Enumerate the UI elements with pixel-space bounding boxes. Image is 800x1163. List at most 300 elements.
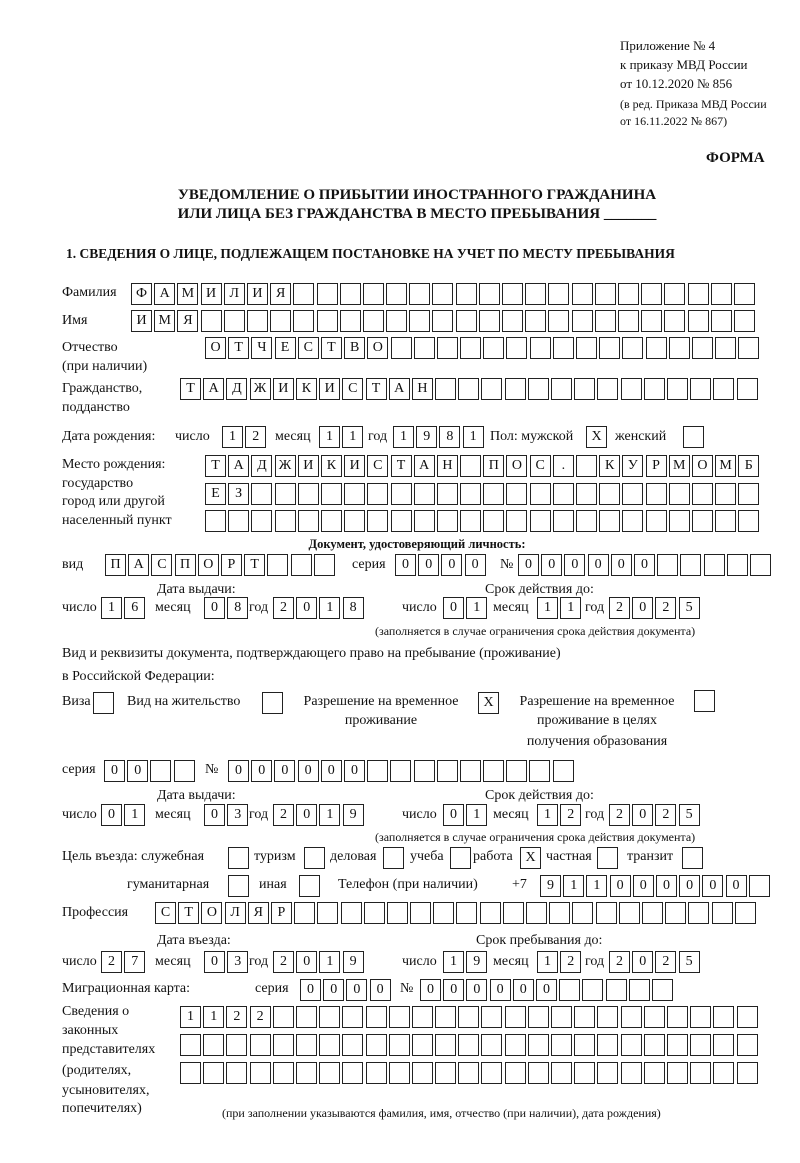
checkbox-cell[interactable] — [383, 847, 404, 869]
char-cell[interactable]: 0 — [443, 979, 464, 1001]
id-valid-day-field[interactable] — [443, 597, 489, 618]
char-cell[interactable]: И — [247, 283, 268, 305]
checkbox-cell[interactable]: X — [586, 426, 607, 448]
char-cell[interactable] — [667, 1034, 688, 1056]
char-cell[interactable] — [738, 337, 759, 359]
char-cell[interactable] — [460, 510, 481, 532]
char-cell[interactable]: 0 — [443, 597, 464, 619]
char-cell[interactable] — [574, 1006, 595, 1028]
surname-field[interactable] — [131, 283, 757, 304]
char-cell[interactable] — [203, 1034, 224, 1056]
representatives-line-3[interactable] — [180, 1062, 760, 1083]
char-cell[interactable] — [205, 510, 226, 532]
char-cell[interactable]: 0 — [443, 804, 464, 826]
char-cell[interactable]: И — [344, 455, 365, 477]
char-cell[interactable] — [321, 483, 342, 505]
char-cell[interactable]: О — [367, 337, 388, 359]
char-cell[interactable]: 9 — [416, 426, 437, 448]
char-cell[interactable] — [294, 902, 315, 924]
char-cell[interactable]: 9 — [466, 951, 487, 973]
id-valid-month-field[interactable] — [537, 597, 583, 618]
char-cell[interactable]: Я — [177, 310, 198, 332]
char-cell[interactable]: И — [131, 310, 152, 332]
id-doc-number-field[interactable] — [518, 554, 773, 575]
char-cell[interactable] — [270, 310, 291, 332]
char-cell[interactable]: 1 — [443, 951, 464, 973]
char-cell[interactable]: 8 — [439, 426, 460, 448]
purpose-private-checkbox[interactable] — [597, 847, 620, 868]
char-cell[interactable]: 1 — [537, 804, 558, 826]
birth-day-field[interactable] — [222, 426, 268, 447]
checkbox-cell[interactable] — [299, 875, 320, 897]
char-cell[interactable] — [412, 1062, 433, 1084]
char-cell[interactable] — [548, 283, 569, 305]
char-cell[interactable]: Т — [178, 902, 199, 924]
char-cell[interactable] — [391, 337, 412, 359]
char-cell[interactable] — [435, 1034, 456, 1056]
char-cell[interactable] — [412, 1006, 433, 1028]
char-cell[interactable]: 2 — [560, 804, 581, 826]
char-cell[interactable]: 0 — [344, 760, 365, 782]
char-cell[interactable]: А — [128, 554, 149, 576]
char-cell[interactable] — [367, 483, 388, 505]
char-cell[interactable] — [713, 1006, 734, 1028]
char-cell[interactable] — [737, 1034, 758, 1056]
char-cell[interactable] — [750, 554, 771, 576]
char-cell[interactable] — [711, 310, 732, 332]
char-cell[interactable] — [572, 310, 593, 332]
char-cell[interactable] — [317, 310, 338, 332]
birth-month-field[interactable] — [319, 426, 365, 447]
char-cell[interactable] — [366, 1034, 387, 1056]
char-cell[interactable]: 0 — [228, 760, 249, 782]
char-cell[interactable] — [528, 378, 549, 400]
char-cell[interactable] — [296, 1062, 317, 1084]
char-cell[interactable] — [597, 378, 618, 400]
char-cell[interactable]: Р — [646, 455, 667, 477]
char-cell[interactable] — [621, 378, 642, 400]
char-cell[interactable] — [267, 554, 288, 576]
char-cell[interactable] — [458, 378, 479, 400]
char-cell[interactable] — [314, 554, 335, 576]
char-cell[interactable] — [226, 1034, 247, 1056]
char-cell[interactable]: Я — [248, 902, 269, 924]
char-cell[interactable]: 1 — [466, 804, 487, 826]
char-cell[interactable] — [595, 310, 616, 332]
char-cell[interactable] — [713, 378, 734, 400]
char-cell[interactable]: 0 — [323, 979, 344, 1001]
char-cell[interactable] — [389, 1034, 410, 1056]
char-cell[interactable] — [576, 483, 597, 505]
char-cell[interactable] — [342, 1034, 363, 1056]
char-cell[interactable]: О — [205, 337, 226, 359]
char-cell[interactable] — [251, 483, 272, 505]
char-cell[interactable] — [548, 310, 569, 332]
char-cell[interactable] — [713, 1034, 734, 1056]
char-cell[interactable] — [317, 283, 338, 305]
char-cell[interactable]: 1 — [537, 951, 558, 973]
char-cell[interactable] — [528, 1062, 549, 1084]
char-cell[interactable] — [502, 283, 523, 305]
char-cell[interactable] — [574, 1034, 595, 1056]
char-cell[interactable] — [690, 378, 711, 400]
char-cell[interactable] — [275, 510, 296, 532]
char-cell[interactable]: О — [506, 455, 527, 477]
char-cell[interactable]: А — [154, 283, 175, 305]
char-cell[interactable] — [366, 1006, 387, 1028]
char-cell[interactable] — [180, 1034, 201, 1056]
char-cell[interactable]: 1 — [180, 1006, 201, 1028]
char-cell[interactable]: 0 — [300, 979, 321, 1001]
char-cell[interactable] — [680, 554, 701, 576]
representatives-line-2[interactable] — [180, 1034, 760, 1055]
char-cell[interactable] — [298, 483, 319, 505]
char-cell[interactable] — [582, 979, 603, 1001]
char-cell[interactable] — [665, 902, 686, 924]
char-cell[interactable]: 0 — [274, 760, 295, 782]
char-cell[interactable] — [174, 760, 195, 782]
char-cell[interactable] — [456, 283, 477, 305]
purpose-official-checkbox[interactable] — [228, 847, 251, 868]
char-cell[interactable]: Ж — [250, 378, 271, 400]
char-cell[interactable]: 0 — [418, 554, 439, 576]
char-cell[interactable]: 0 — [541, 554, 562, 576]
char-cell[interactable] — [437, 483, 458, 505]
char-cell[interactable] — [528, 1034, 549, 1056]
char-cell[interactable]: 0 — [251, 760, 272, 782]
char-cell[interactable] — [456, 310, 477, 332]
char-cell[interactable]: Д — [251, 455, 272, 477]
stay-series-field[interactable] — [104, 760, 197, 781]
stay-valid-day-field[interactable] — [443, 804, 489, 825]
char-cell[interactable]: 0 — [634, 554, 655, 576]
char-cell[interactable]: 5 — [679, 951, 700, 973]
char-cell[interactable] — [481, 1006, 502, 1028]
char-cell[interactable] — [727, 554, 748, 576]
char-cell[interactable]: Т — [321, 337, 342, 359]
entry-month-field[interactable] — [204, 951, 250, 972]
char-cell[interactable]: С — [530, 455, 551, 477]
char-cell[interactable] — [576, 510, 597, 532]
char-cell[interactable] — [715, 337, 736, 359]
id-issue-year-field[interactable] — [273, 597, 366, 618]
id-issue-month-field[interactable] — [204, 597, 250, 618]
char-cell[interactable]: 0 — [588, 554, 609, 576]
char-cell[interactable] — [479, 283, 500, 305]
checkbox-cell[interactable]: X — [520, 847, 541, 869]
char-cell[interactable]: А — [414, 455, 435, 477]
char-cell[interactable]: С — [298, 337, 319, 359]
char-cell[interactable]: 1 — [319, 426, 340, 448]
char-cell[interactable] — [203, 1062, 224, 1084]
char-cell[interactable] — [618, 310, 639, 332]
char-cell[interactable]: З — [228, 483, 249, 505]
patronymic-field[interactable] — [205, 337, 762, 358]
char-cell[interactable]: . — [553, 455, 574, 477]
migration-series-field[interactable] — [300, 979, 393, 1000]
char-cell[interactable] — [340, 283, 361, 305]
char-cell[interactable] — [664, 310, 685, 332]
char-cell[interactable]: 0 — [656, 875, 677, 897]
char-cell[interactable]: 0 — [632, 804, 653, 826]
char-cell[interactable] — [619, 902, 640, 924]
char-cell[interactable] — [553, 760, 574, 782]
char-cell[interactable] — [597, 1034, 618, 1056]
char-cell[interactable]: Л — [225, 902, 246, 924]
residence-checkbox[interactable] — [262, 692, 285, 713]
purpose-transit-checkbox[interactable] — [682, 847, 705, 868]
char-cell[interactable]: А — [228, 455, 249, 477]
char-cell[interactable]: 0 — [633, 875, 654, 897]
char-cell[interactable] — [574, 378, 595, 400]
char-cell[interactable]: 3 — [227, 804, 248, 826]
stay-issue-month-field[interactable] — [204, 804, 250, 825]
char-cell[interactable] — [621, 1006, 642, 1028]
char-cell[interactable] — [530, 510, 551, 532]
char-cell[interactable]: Ф — [131, 283, 152, 305]
name-field[interactable] — [131, 310, 757, 331]
char-cell[interactable] — [667, 1006, 688, 1028]
char-cell[interactable]: 0 — [465, 554, 486, 576]
char-cell[interactable]: 2 — [226, 1006, 247, 1028]
char-cell[interactable]: 0 — [395, 554, 416, 576]
char-cell[interactable]: Т — [205, 455, 226, 477]
id-doc-type-field[interactable] — [105, 554, 337, 575]
char-cell[interactable]: С — [367, 455, 388, 477]
char-cell[interactable] — [414, 510, 435, 532]
char-cell[interactable] — [386, 310, 407, 332]
sex-female-checkbox[interactable] — [683, 426, 706, 447]
char-cell[interactable] — [293, 310, 314, 332]
char-cell[interactable]: 9 — [343, 804, 364, 826]
char-cell[interactable]: 0 — [296, 597, 317, 619]
char-cell[interactable] — [506, 760, 527, 782]
char-cell[interactable] — [713, 1062, 734, 1084]
char-cell[interactable] — [599, 483, 620, 505]
char-cell[interactable] — [599, 510, 620, 532]
stay-until-day-field[interactable] — [443, 951, 489, 972]
char-cell[interactable] — [319, 1034, 340, 1056]
char-cell[interactable] — [340, 310, 361, 332]
checkbox-cell[interactable] — [93, 692, 114, 714]
phone-field[interactable] — [540, 875, 772, 896]
id-doc-series-field[interactable] — [395, 554, 488, 575]
char-cell[interactable]: 0 — [204, 951, 225, 973]
char-cell[interactable] — [414, 760, 435, 782]
char-cell[interactable] — [437, 760, 458, 782]
char-cell[interactable] — [642, 902, 663, 924]
char-cell[interactable] — [559, 979, 580, 1001]
profession-field[interactable] — [155, 902, 758, 923]
char-cell[interactable] — [734, 310, 755, 332]
char-cell[interactable] — [525, 283, 546, 305]
char-cell[interactable] — [644, 1062, 665, 1084]
char-cell[interactable]: 1 — [319, 804, 340, 826]
char-cell[interactable]: 0 — [702, 875, 723, 897]
char-cell[interactable] — [391, 510, 412, 532]
char-cell[interactable] — [483, 510, 504, 532]
char-cell[interactable]: О — [201, 902, 222, 924]
char-cell[interactable]: 1 — [393, 426, 414, 448]
char-cell[interactable] — [201, 310, 222, 332]
birth-place-line-1[interactable] — [205, 455, 762, 476]
char-cell[interactable] — [715, 510, 736, 532]
char-cell[interactable] — [622, 337, 643, 359]
char-cell[interactable] — [572, 283, 593, 305]
checkbox-cell[interactable] — [682, 847, 703, 869]
char-cell[interactable]: Е — [205, 483, 226, 505]
checkbox-cell[interactable] — [262, 692, 283, 714]
char-cell[interactable]: 0 — [513, 979, 534, 1001]
birth-place-line-3[interactable] — [205, 510, 762, 531]
char-cell[interactable] — [622, 483, 643, 505]
char-cell[interactable]: 0 — [204, 597, 225, 619]
char-cell[interactable]: И — [273, 378, 294, 400]
char-cell[interactable]: 2 — [101, 951, 122, 973]
char-cell[interactable] — [669, 337, 690, 359]
char-cell[interactable] — [669, 510, 690, 532]
char-cell[interactable] — [692, 337, 713, 359]
char-cell[interactable] — [414, 337, 435, 359]
char-cell[interactable]: В — [344, 337, 365, 359]
char-cell[interactable] — [435, 378, 456, 400]
char-cell[interactable] — [618, 283, 639, 305]
char-cell[interactable]: Ч — [251, 337, 272, 359]
char-cell[interactable]: П — [105, 554, 126, 576]
char-cell[interactable]: М — [154, 310, 175, 332]
char-cell[interactable] — [296, 1006, 317, 1028]
char-cell[interactable] — [460, 455, 481, 477]
char-cell[interactable]: 5 — [679, 804, 700, 826]
char-cell[interactable]: 0 — [726, 875, 747, 897]
char-cell[interactable] — [456, 902, 477, 924]
char-cell[interactable] — [224, 310, 245, 332]
char-cell[interactable]: К — [599, 455, 620, 477]
char-cell[interactable]: 2 — [609, 597, 630, 619]
char-cell[interactable] — [344, 510, 365, 532]
char-cell[interactable] — [553, 337, 574, 359]
id-issue-day-field[interactable] — [101, 597, 147, 618]
char-cell[interactable]: Я — [270, 283, 291, 305]
char-cell[interactable]: 9 — [343, 951, 364, 973]
char-cell[interactable] — [629, 979, 650, 1001]
char-cell[interactable] — [391, 483, 412, 505]
char-cell[interactable]: 3 — [227, 951, 248, 973]
char-cell[interactable] — [621, 1034, 642, 1056]
char-cell[interactable] — [363, 283, 384, 305]
char-cell[interactable] — [437, 337, 458, 359]
char-cell[interactable] — [704, 554, 725, 576]
char-cell[interactable] — [506, 483, 527, 505]
char-cell[interactable] — [367, 510, 388, 532]
char-cell[interactable]: А — [203, 378, 224, 400]
char-cell[interactable]: Т — [180, 378, 201, 400]
char-cell[interactable] — [247, 310, 268, 332]
char-cell[interactable] — [432, 283, 453, 305]
purpose-study-checkbox[interactable] — [450, 847, 473, 868]
char-cell[interactable]: 0 — [679, 875, 700, 897]
char-cell[interactable]: 0 — [632, 597, 653, 619]
char-cell[interactable] — [414, 483, 435, 505]
purpose-tourism-checkbox[interactable] — [304, 847, 327, 868]
char-cell[interactable]: 0 — [370, 979, 391, 1001]
char-cell[interactable]: 2 — [655, 597, 676, 619]
char-cell[interactable] — [273, 1062, 294, 1084]
char-cell[interactable] — [506, 510, 527, 532]
char-cell[interactable] — [483, 760, 504, 782]
checkbox-cell[interactable] — [597, 847, 618, 869]
char-cell[interactable] — [483, 337, 504, 359]
char-cell[interactable] — [317, 902, 338, 924]
char-cell[interactable] — [273, 1034, 294, 1056]
char-cell[interactable] — [226, 1062, 247, 1084]
char-cell[interactable] — [437, 510, 458, 532]
char-cell[interactable] — [737, 1006, 758, 1028]
char-cell[interactable] — [409, 310, 430, 332]
char-cell[interactable] — [576, 455, 597, 477]
purpose-other-checkbox[interactable] — [299, 875, 322, 896]
char-cell[interactable] — [481, 1034, 502, 1056]
char-cell[interactable]: И — [319, 378, 340, 400]
char-cell[interactable] — [389, 1062, 410, 1084]
char-cell[interactable]: 0 — [104, 760, 125, 782]
char-cell[interactable]: 2 — [655, 804, 676, 826]
char-cell[interactable] — [341, 902, 362, 924]
char-cell[interactable] — [715, 483, 736, 505]
char-cell[interactable]: 2 — [273, 804, 294, 826]
char-cell[interactable] — [458, 1034, 479, 1056]
char-cell[interactable]: Н — [412, 378, 433, 400]
char-cell[interactable] — [669, 483, 690, 505]
char-cell[interactable] — [250, 1062, 271, 1084]
char-cell[interactable]: С — [155, 902, 176, 924]
char-cell[interactable]: 1 — [463, 426, 484, 448]
char-cell[interactable] — [505, 1062, 526, 1084]
char-cell[interactable] — [364, 902, 385, 924]
char-cell[interactable] — [389, 1006, 410, 1028]
purpose-humanitarian-checkbox[interactable] — [228, 875, 251, 896]
char-cell[interactable]: 5 — [679, 597, 700, 619]
char-cell[interactable]: 1 — [319, 951, 340, 973]
char-cell[interactable] — [641, 283, 662, 305]
stay-issue-day-field[interactable] — [101, 804, 147, 825]
char-cell[interactable]: 2 — [609, 804, 630, 826]
char-cell[interactable]: Л — [224, 283, 245, 305]
stay-until-year-field[interactable] — [609, 951, 702, 972]
char-cell[interactable] — [386, 283, 407, 305]
char-cell[interactable] — [298, 510, 319, 532]
char-cell[interactable] — [596, 902, 617, 924]
char-cell[interactable] — [551, 1006, 572, 1028]
char-cell[interactable] — [251, 510, 272, 532]
birth-year-field[interactable] — [393, 426, 486, 447]
char-cell[interactable]: 2 — [245, 426, 266, 448]
char-cell[interactable]: Р — [221, 554, 242, 576]
char-cell[interactable]: 8 — [343, 597, 364, 619]
stay-until-month-field[interactable] — [537, 951, 583, 972]
char-cell[interactable] — [574, 1062, 595, 1084]
char-cell[interactable] — [738, 483, 759, 505]
char-cell[interactable] — [505, 1006, 526, 1028]
char-cell[interactable]: М — [177, 283, 198, 305]
char-cell[interactable]: 0 — [420, 979, 441, 1001]
char-cell[interactable]: 0 — [564, 554, 585, 576]
checkbox-cell[interactable] — [450, 847, 471, 869]
char-cell[interactable] — [250, 1034, 271, 1056]
char-cell[interactable] — [646, 510, 667, 532]
trp-edu-checkbox[interactable] — [694, 690, 717, 711]
char-cell[interactable] — [667, 1062, 688, 1084]
